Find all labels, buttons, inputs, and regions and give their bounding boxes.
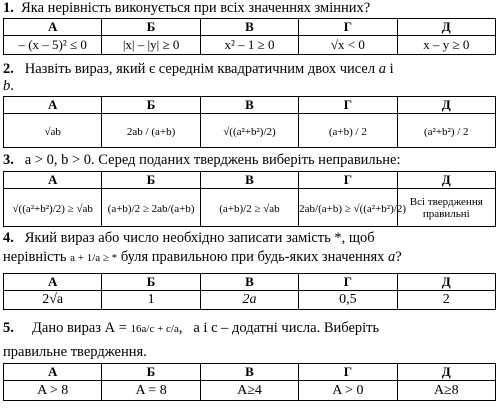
- question-4-cont: [3, 249, 402, 267]
- option-b[interactable]: [102, 381, 200, 401]
- option-v[interactable]: [200, 381, 298, 401]
- option-text: 2ab / (a+b): [126, 125, 176, 138]
- question-number: 4.: [3, 230, 14, 246]
- option-a[interactable]: [4, 189, 102, 227]
- header-g: Г: [299, 364, 397, 381]
- header-a: А: [4, 19, 102, 36]
- question-1: [3, 0, 370, 17]
- option-text: 2a: [242, 292, 257, 307]
- answer-table-4: [3, 273, 496, 310]
- header-b: Б: [102, 97, 200, 114]
- question-text: Дано вираз А =: [32, 320, 127, 336]
- option-text: √x < 0: [330, 37, 365, 52]
- option-b[interactable]: [102, 291, 200, 310]
- option-g[interactable]: [299, 36, 397, 55]
- option-d[interactable]: [397, 381, 495, 401]
- option-d[interactable]: [397, 189, 495, 227]
- var-a: a: [378, 61, 386, 77]
- option-text: A > 0: [332, 382, 364, 398]
- question-2: [3, 61, 394, 78]
- period: .: [10, 78, 14, 94]
- header-b: Б: [102, 19, 200, 36]
- question-text: правильне твердження.: [3, 344, 147, 360]
- header-d: Д: [397, 364, 495, 381]
- option-d[interactable]: [397, 36, 495, 55]
- option-text: (a²+b²) / 2: [423, 125, 469, 138]
- conj: і: [389, 61, 394, 77]
- option-text: 2ab/(a+b) ≥ √((a²+b²)/2): [299, 202, 406, 215]
- option-text: 0,5: [339, 292, 357, 307]
- header-d: Д: [397, 19, 495, 36]
- header-a: А: [4, 274, 102, 291]
- option-v[interactable]: [200, 291, 298, 310]
- option-g[interactable]: [299, 381, 397, 401]
- header-v: В: [200, 364, 298, 381]
- question-5-cont: [3, 344, 147, 361]
- option-v[interactable]: [200, 189, 298, 227]
- header-a: А: [4, 97, 102, 114]
- option-b[interactable]: [102, 114, 200, 148]
- header-g: Г: [299, 274, 397, 291]
- option-b[interactable]: [102, 36, 200, 55]
- header-v: В: [200, 274, 298, 291]
- option-v[interactable]: [200, 114, 298, 148]
- answer-table-1: [3, 18, 496, 55]
- option-a[interactable]: [4, 114, 102, 148]
- option-text: A = 8: [135, 382, 167, 398]
- header-v: В: [200, 19, 298, 36]
- answer-table-3: [3, 171, 496, 227]
- question-3: [3, 152, 401, 169]
- header-v: В: [200, 97, 298, 114]
- option-text: A≥8: [433, 382, 459, 398]
- option-text: √((a²+b²)/2) ≥ √ab: [12, 202, 93, 215]
- option-text: (a+b)/2 ≥ √ab: [219, 202, 280, 215]
- header-g: Г: [299, 172, 397, 189]
- option-b[interactable]: [102, 189, 200, 227]
- question-number: 5.: [3, 320, 14, 336]
- header-g: Г: [299, 97, 397, 114]
- option-v[interactable]: [200, 36, 298, 55]
- question-number: 3.: [3, 152, 14, 168]
- inequality-expression: a + 1/a ≥ *: [70, 252, 118, 264]
- option-text: A≥4: [237, 382, 262, 398]
- option-text: (a+b) / 2: [328, 125, 367, 138]
- option-text: 1: [147, 292, 155, 307]
- option-text: √((a²+b²)/2): [223, 125, 276, 138]
- option-d[interactable]: [397, 291, 495, 310]
- expression: 16a/c + c/a: [130, 323, 179, 335]
- option-g[interactable]: [299, 189, 406, 227]
- option-text: A > 8: [37, 382, 69, 398]
- header-g: Г: [299, 19, 397, 36]
- question-mark: ?: [395, 249, 402, 265]
- question-text: Яка нерівність виконується при всіх значеннях змінних?: [21, 0, 371, 16]
- option-text: – (x – 5)² ≤ 0: [18, 37, 87, 52]
- header-d: Д: [397, 274, 495, 291]
- header-v: В: [200, 172, 298, 189]
- option-g[interactable]: [299, 291, 397, 310]
- question-5: 5. Дано вираз А = 16a/c + c/a, a і c – додатні числа. Виберіть: [3, 320, 380, 336]
- question-text: буля правильною при будь-яких значеннях: [120, 249, 385, 265]
- header-d: Д: [397, 97, 495, 114]
- question-4: [3, 230, 375, 247]
- header-a: А: [4, 172, 102, 189]
- option-text: Всі твердження правильні: [409, 195, 483, 220]
- header-b: Б: [102, 172, 200, 189]
- question-number: 2.: [3, 61, 14, 77]
- option-text: x – y ≥ 0: [423, 37, 470, 52]
- question-text: нерівність: [3, 249, 67, 265]
- option-text: |x| – |y| ≥ 0: [122, 37, 180, 52]
- option-a[interactable]: [4, 381, 102, 401]
- option-d[interactable]: [397, 114, 495, 148]
- question-2-cont: [3, 78, 14, 95]
- header-b: Б: [102, 274, 200, 291]
- header-b: Б: [102, 364, 200, 381]
- answer-table-5: [3, 363, 496, 401]
- option-g[interactable]: [299, 114, 397, 148]
- answer-table-2: [3, 96, 496, 148]
- question-text: Назвіть вираз, який є середнім квадратичним двох чисел: [24, 61, 376, 77]
- question-text: a і c – додатні числа. Виберіть: [193, 320, 380, 336]
- option-text: √ab: [44, 125, 61, 138]
- option-text: (a+b)/2 ≥ 2ab/(a+b): [107, 202, 195, 215]
- option-text: x² – 1 ≥ 0: [224, 37, 275, 52]
- option-text: 2: [442, 292, 450, 307]
- var-b: b: [3, 78, 11, 94]
- question-number: 1.: [3, 0, 14, 16]
- option-a[interactable]: [4, 291, 102, 310]
- question-text: Який вираз або число необхідно записати замість *, щоб: [24, 230, 375, 246]
- header-a: А: [4, 364, 102, 381]
- question-text: a > 0, b > 0. Серед поданих тверджень виберіть неправильне:: [24, 152, 401, 168]
- option-text: 2√a: [42, 292, 64, 307]
- var-a: a: [388, 249, 396, 265]
- option-a[interactable]: [4, 36, 102, 55]
- header-d: Д: [397, 172, 495, 189]
